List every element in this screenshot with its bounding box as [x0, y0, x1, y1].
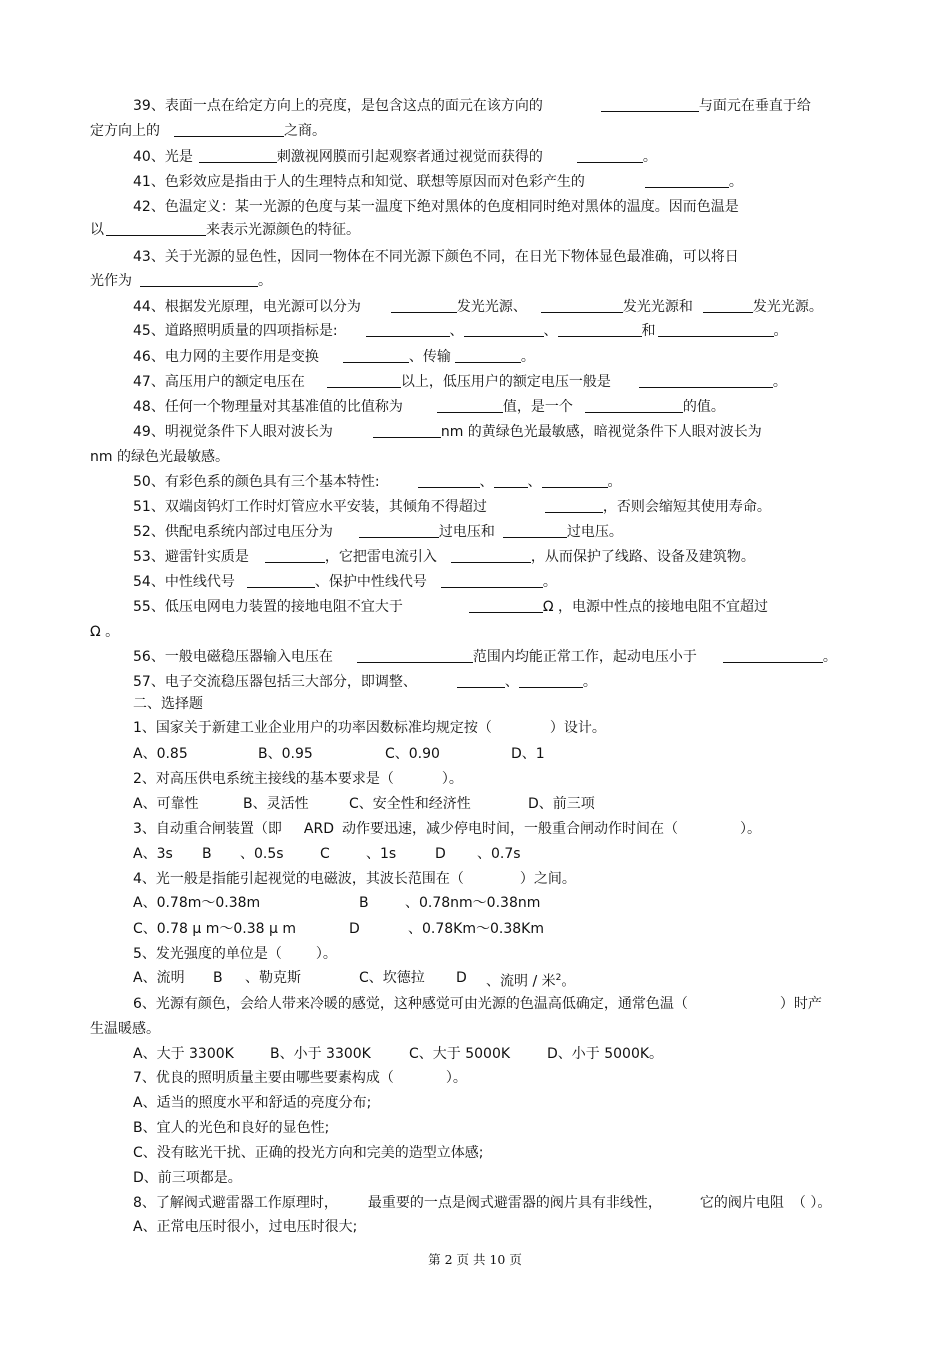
blank [327, 373, 401, 388]
blank [542, 473, 608, 488]
blank [464, 322, 544, 337]
blank [140, 272, 258, 287]
blank [265, 548, 325, 563]
question-40: 40、光是 刺激视网膜而引起观察者通过视觉而获得的 。 [133, 149, 657, 165]
choice-question-7: 7、优良的照明质量主要由哪些要素构成（ ）。 [133, 1070, 467, 1086]
question-50: 50、有彩色系的颜色具有三个基本特性: 、 、 。 [133, 474, 622, 490]
choice-question-2: 2、对高压供电系统主接线的基本要求是（ ）。 [133, 771, 463, 787]
blank [455, 348, 521, 363]
question-49: 49、明视觉条件下人眼对波长为 nm 的黄绿色光最敏感，暗视觉条件下人眼对波长为 [133, 424, 762, 440]
choice-option-7c: C、没有眩光干扰、正确的投光方向和完美的造型立体感; [133, 1145, 484, 1161]
question-42-cont: 以 来表示光源颜色的特征。 [90, 222, 360, 238]
choice-question-6: 6、光源有颜色，会给人带来冷暖的感觉，这种感觉可由光源的色温高低确定，通常色温（ ）时产 [133, 996, 822, 1012]
section-heading: 二、选择题 [133, 696, 203, 712]
blank [519, 673, 583, 688]
choice-question-6-cont: 生温暖感。 [90, 1021, 160, 1037]
blank [418, 473, 480, 488]
blank [441, 573, 543, 588]
page-footer: 第 2 页 共 10 页 [428, 1252, 522, 1267]
blank [469, 598, 543, 613]
question-48: 48、任何一个物理量对其基准值的比值称为 值，是一个 的值。 [133, 399, 725, 415]
blank [658, 322, 774, 337]
choice-question-4: 4、光一般是指能引起视觉的电磁波，其波长范围在（ ）之间。 [133, 871, 576, 887]
blank [247, 573, 315, 588]
blank [541, 298, 623, 313]
question-46: 46、电力网的主要作用是变换 、传输 。 [133, 349, 535, 365]
question-53: 53、避雷针实质是 ，它把雷电流引入 ，从而保护了线路、设备及建筑物。 [133, 549, 755, 565]
blank [601, 97, 699, 112]
blank [451, 548, 531, 563]
blank [577, 148, 643, 163]
blank [357, 648, 473, 663]
blank [437, 398, 503, 413]
blank [723, 648, 823, 663]
question-43-cont: 光作为 。 [90, 273, 272, 289]
question-56: 56、一般电磁稳压器输入电压在 范围内均能正常工作，起动电压小于 。 [133, 649, 837, 665]
blank [558, 322, 642, 337]
choice-option-7d: D、前三项都是。 [133, 1170, 242, 1186]
question-54: 54、中性线代号 、保护中性线代号 。 [133, 574, 557, 590]
blank [494, 473, 528, 488]
blank [174, 122, 284, 137]
question-41: 41、色彩效应是指由于人的生理特点和知觉、联想等原因而对色彩产生的 。 [133, 174, 743, 190]
question-43: 43、关于光源的显色性，因同一物体在不同光源下颜色不同，在日光下物体显色最准确，可以将日 [133, 249, 739, 265]
question-39-cont: 定方向上的 之商。 [90, 123, 326, 139]
choice-question-5: 5、发光强度的单位是（ ）。 [133, 946, 337, 962]
choice-question-1: 1、国家关于新建工业企业用户的功率因数标准均规定按（ ）设计。 [133, 720, 606, 736]
blank [645, 173, 729, 188]
question-52: 52、供配电系统内部过电压分为 过电压和 过电压。 [133, 524, 623, 540]
question-57: 57、电子交流稳压器包括三大部分，即调整、 、 。 [133, 674, 597, 690]
blank [359, 523, 439, 538]
blank [343, 348, 409, 363]
choice-option-7a: A、适当的照度水平和舒适的亮度分布; [133, 1095, 372, 1111]
blank [503, 523, 567, 538]
choice-question-8: 8、了解阀式避雷器工作原理时， 最重要的一点是阀式避雷器的阀片具有非线性， 它的阀片电阻 （ ）。 [133, 1195, 832, 1211]
choice-question-3: 3、自动重合闸装置（即 ARD 动作要迅速，减少停电时间，一般重合闸动作时间在（ ）。 [133, 821, 762, 837]
question-39: 39、表面一点在给定方向上的亮度，是包含这点的面元在该方向的 与面元在垂直于给 [133, 98, 811, 114]
question-47: 47、高压用户的额定电压在 以上，低压用户的额定电压一般是 。 [133, 374, 787, 390]
question-55-cont: Ω 。 [90, 624, 120, 640]
question-55: 55、低压电网电力装置的接地电阻不宜大于 Ω ，电源中性点的接地电阻不宜超过 [133, 599, 768, 615]
blank [199, 148, 277, 163]
question-49-cont: nm 的绿色光最敏感。 [90, 449, 229, 465]
blank [457, 673, 505, 688]
blank [703, 298, 753, 313]
blank [639, 373, 773, 388]
question-42: 42、色温定义：某一光源的色度与某一温度下绝对黑体的色度相同时绝对黑体的温度。因而色温是 [133, 199, 739, 215]
blank [106, 221, 206, 236]
blank [585, 398, 683, 413]
blank [391, 298, 457, 313]
blank [366, 322, 450, 337]
choice-option-8a: A、正常电压时很小，过电压时很大; [133, 1219, 358, 1235]
blank [545, 498, 603, 513]
question-45: 45、道路照明质量的四项指标是: 、 、 和 。 [133, 323, 788, 339]
blank [373, 423, 441, 438]
question-44: 44、根据发光原理，电光源可以分为 发光光源、 发光光源和 发光光源。 [133, 299, 823, 315]
question-51: 51、双端卤钨灯工作时灯管应水平安装，其倾角不得超过 ，否则会缩短其使用寿命。 [133, 499, 771, 515]
choice-option-7b: B、宜人的光色和良好的显色性; [133, 1120, 330, 1136]
